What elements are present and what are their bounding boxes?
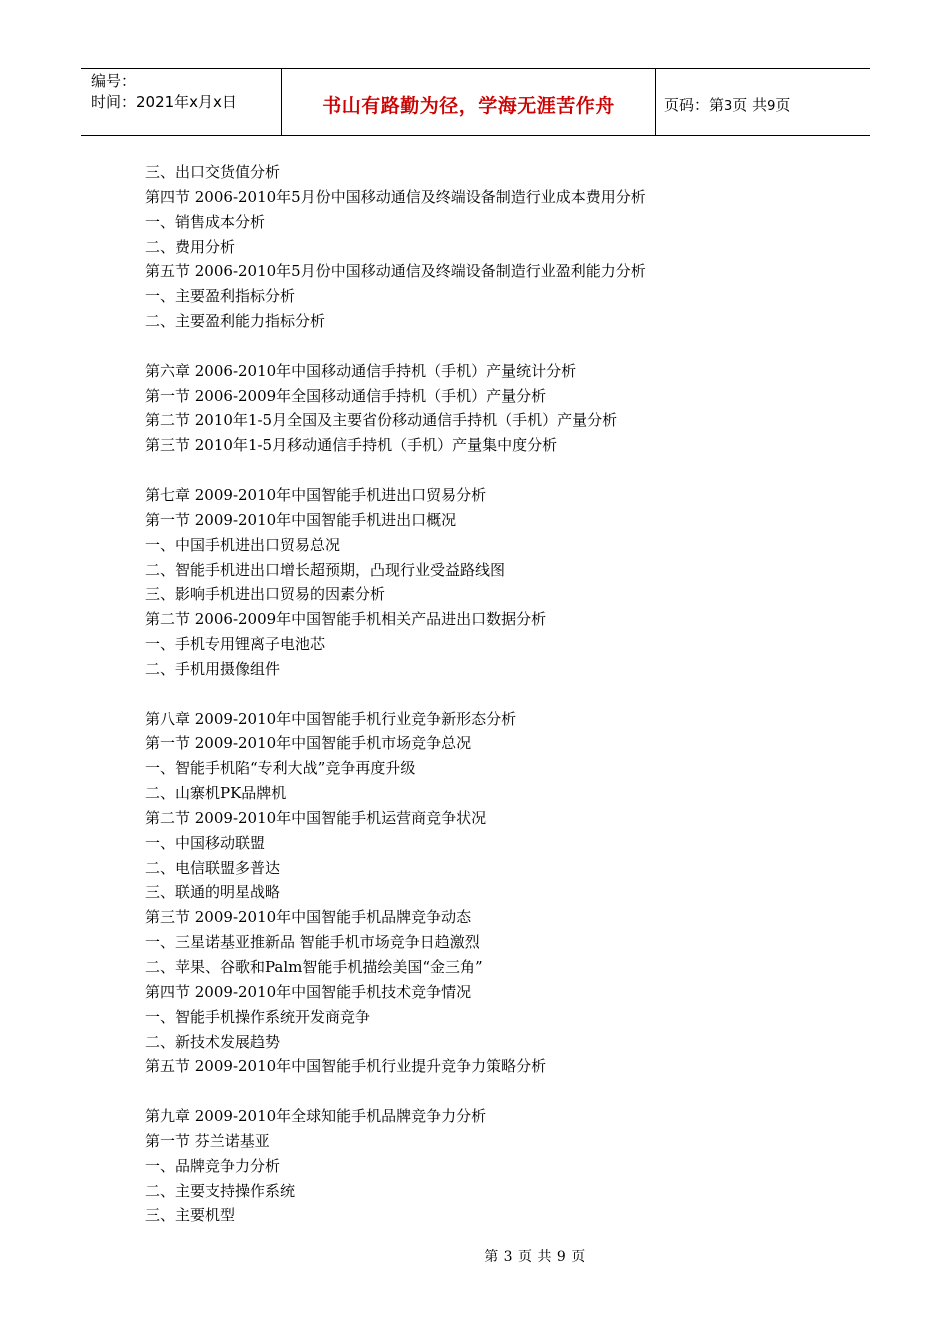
page-code-current: 3 — [724, 99, 733, 114]
toc-entry: 第三节 2010年1-5月移动通信手持机（手机）产量集中度分析 — [145, 436, 558, 455]
toc-entry: 二、费用分析 — [145, 237, 236, 256]
toc-entry: 第一节 2009-2010年中国智能手机市场竞争总况 — [145, 734, 472, 753]
toc-entry: 第六章 2006-2010年中国移动通信手持机（手机）产量统计分析 — [145, 361, 577, 380]
toc-entry: 第一节 2009-2010年中国智能手机进出口概况 — [145, 510, 457, 529]
toc-entry: 三、联通的明星战略 — [145, 883, 281, 902]
toc-entry: 二、主要支持操作系统 — [145, 1181, 296, 1200]
toc-entry: 第七章 2009-2010年中国智能手机进出口贸易分析 — [145, 485, 487, 504]
toc-entry: 一、品牌竞争力分析 — [145, 1156, 281, 1175]
toc-entry: 一、手机专用锂离子电池芯 — [145, 635, 326, 654]
toc-spacer — [145, 458, 865, 483]
toc-entry: 二、苹果、谷歌和Palm智能手机描绘美国“金三角” — [145, 958, 483, 976]
toc-spacer — [145, 334, 865, 359]
toc-entry: 第八章 2009-2010年中国智能手机行业竞争新形态分析 — [145, 709, 517, 728]
page-code-total: 9 — [767, 99, 776, 114]
toc-entry: 三、出口交货值分析 — [145, 163, 281, 181]
header-right-cell — [656, 69, 870, 135]
toc-entry: 一、三星诺基亚推新品 智能手机市场竞争日趋激烈 — [145, 933, 480, 952]
toc-entry: 二、电信联盟多普达 — [145, 858, 281, 877]
page-code-mid: 页 共 — [732, 96, 768, 114]
toc-entry: 第一节 芬兰诺基亚 — [145, 1131, 270, 1150]
toc-entry: 第三节 2009-2010年中国智能手机品牌竞争动态 — [145, 908, 472, 927]
toc-entry: 三、影响手机进出口贸易的因素分析 — [145, 585, 386, 604]
toc-entry: 一、中国移动联盟 — [145, 833, 266, 852]
toc-entry: 一、销售成本分析 — [145, 212, 266, 231]
page-code-prefix: 页码：第 — [664, 96, 725, 114]
toc-entry: 第四节 2009-2010年中国智能手机技术竞争情况 — [145, 982, 472, 1001]
toc-entry: 第二节 2009-2010年中国智能手机运营商竞争状况 — [145, 808, 487, 827]
toc-entry: 二、手机用摄像组件 — [145, 659, 281, 678]
header-page-code — [664, 94, 790, 115]
toc-entry: 第五节 2006-2010年5月份中国移动通信及终端设备制造行业盈利能力分析 — [145, 262, 646, 281]
toc-entry: 第四节 2006-2010年5月份中国移动通信及终端设备制造行业成本费用分析 — [145, 187, 646, 206]
toc-entry: 第九章 2009-2010年全球知能手机品牌竞争力分析 — [145, 1107, 487, 1126]
header-middle-cell — [282, 69, 656, 135]
page-header — [81, 68, 870, 136]
toc-entry: 第二节 2006-2009年中国智能手机相关产品进出口数据分析 — [145, 610, 547, 629]
header-motto: 书山有路勤为径，学海无涯苦作舟 — [322, 95, 615, 117]
footer-page-number: 第 3 页 共 9 页 — [484, 1249, 586, 1265]
toc-entry: 一、智能手机操作系统开发商竞争 — [145, 1007, 371, 1026]
document-date: 时间：2021年x月x日 — [91, 93, 237, 111]
toc-entry: 二、新技术发展趋势 — [145, 1032, 281, 1051]
page-code-suffix: 页 — [775, 96, 791, 114]
toc-entry: 第二节 2010年1-5月全国及主要省份移动通信手持机（手机）产量分析 — [145, 411, 618, 430]
toc-spacer — [145, 1079, 865, 1104]
page-footer — [0, 1246, 950, 1266]
toc-entry: 二、山寨机PK品牌机 — [145, 784, 287, 803]
table-of-contents — [145, 160, 865, 1228]
document-number-label: 编号： — [91, 72, 137, 90]
toc-entry: 第一节 2006-2009年全国移动通信手持机（手机）产量分析 — [145, 386, 547, 405]
toc-entry: 一、中国手机进出口贸易总况 — [145, 535, 341, 554]
toc-entry: 一、主要盈利指标分析 — [145, 287, 296, 306]
toc-entry: 二、智能手机进出口增长超预期，凸现行业受益路线图 — [145, 560, 506, 579]
toc-entry: 二、主要盈利能力指标分析 — [145, 312, 326, 331]
toc-entry: 第五节 2009-2010年中国智能手机行业提升竞争力策略分析 — [145, 1057, 547, 1076]
toc-entry: 三、主要机型 — [145, 1206, 236, 1225]
header-left-cell — [81, 69, 282, 135]
toc-spacer — [145, 682, 865, 707]
toc-entry: 一、智能手机陷“专利大战”竞争再度升级 — [145, 759, 416, 778]
